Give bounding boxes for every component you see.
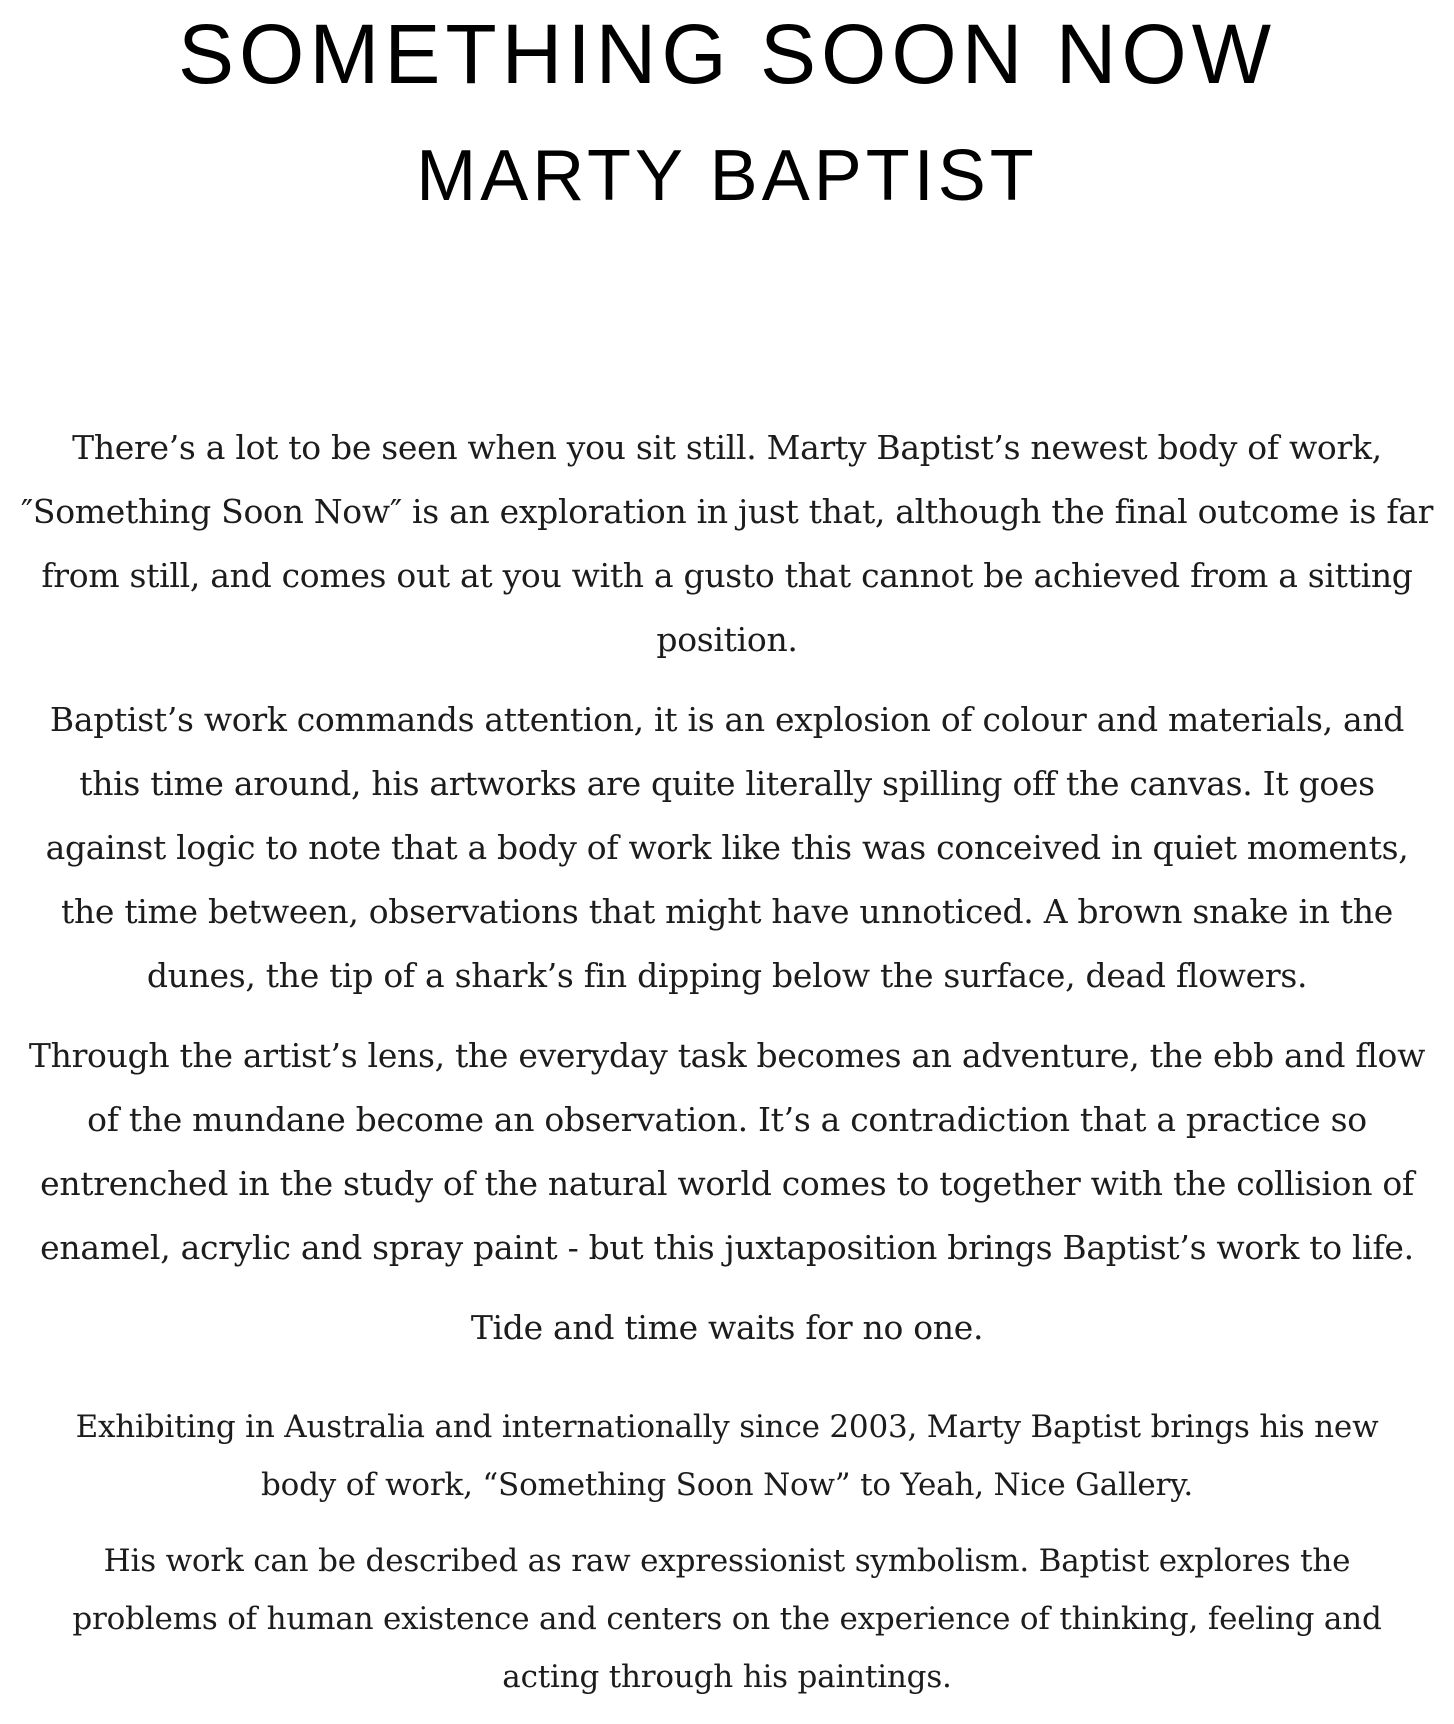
description-paragraph: Through the artist’s lens, the everyday task becomes an adventure, the ebb and flow of the mundane become an observation. It’s a contradiction that a practice so entrenched in the study of the natural world comes to together with the collision of enamel, acrylic and spray paint - but this juxtaposition brings Baptist’s work to life. xyxy=(28,1036,1426,1267)
bio-paragraph: His work can be described as raw expressionist symbolism. Baptist explores the problems of human existence and centers on the experience of thinking, feeling and acting through his paintings. xyxy=(72,1543,1382,1695)
artist-name: MARTY BAPTIST xyxy=(416,136,1038,216)
artist-bio xyxy=(40,1398,1414,1724)
description-paragraph: There’s a lot to be seen when you sit still. Marty Baptist’s newest body of work, ″Something Soon Now″ is an exploration in just that, although the final outcome is far from still, and comes out at you with a gusto that cannot be achieved from a sitting position. xyxy=(20,428,1434,659)
exhibition-description xyxy=(18,416,1436,1376)
description-paragraph: Baptist’s work commands attention, it is an explosion of colour and materials, and this time around, his artworks are quite literally spilling off the canvas. It goes against logic to note that a body of work like this was conceived in quiet moments, the time between, observations that might have unnoticed. A brown snake in the dunes, the tip of a shark’s fin dipping below the surface, dead flowers. xyxy=(45,700,1409,995)
exhibition-title: SOMETHING SOON NOW xyxy=(178,7,1276,101)
closing-line: Tide and time waits for no one. xyxy=(470,1308,984,1347)
bio-paragraph: Exhibiting in Australia and internationally since 2003, Marty Baptist brings his new body of work, “Something Soon Now” to Yeah, Nice Gallery. xyxy=(75,1409,1379,1503)
